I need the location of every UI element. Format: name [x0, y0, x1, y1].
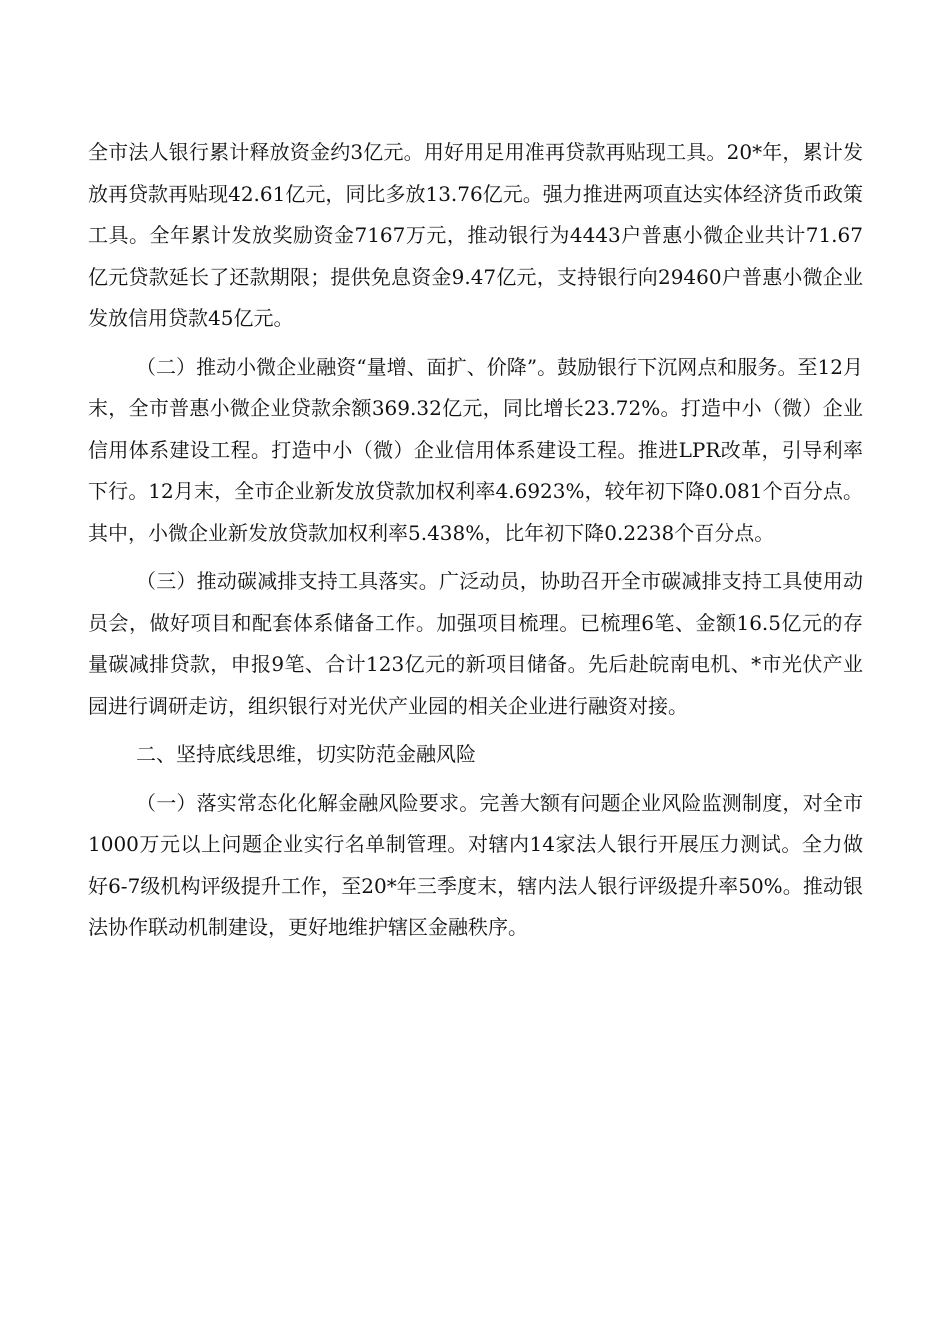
paragraph-small-micro-financing: （二）推动小微企业融资“量增、面扩、价降”。鼓励银行下沉网点和服务。至12月末，全市普惠小微企业贷款余额369.32亿元，同比增长23.72%。打造中小（微）企业信用体系建设工程。打造中小（微）企业信用体系建设工程。推进LPR改革，引导利率下行。12月末，全市企业新发放贷款加权利率4.6923%，较年初下降0.081个百分点。其中，小微企业新发放贷款加权利率5.438%，比年初下降0.2238个百分点。 — [88, 354, 863, 545]
document-body — [88, 132, 863, 956]
paragraph-carbon-reduction: （三）推动碳减排支持工具落实。广泛动员，协助召开全市碳减排支持工具使用动员会，做好项目和配套体系储备工作。加强项目梳理。已梳理6笔、金额16.5亿元的存量碳减排贷款，申报9笔、合计123亿元的新项目储备。先后赴皖南电机、*市光伏产业园进行调研走访，组织银行对光伏产业园的相关企业进行融资对接。 — [88, 569, 863, 718]
paragraph-risk-resolution: （一）落实常态化化解金融风险要求。完善大额有问题企业风险监测制度，对全市1000万元以上问题企业实行名单制管理。对辖内14家法人银行开展压力测试。全力做好6-7级机构评级提升工作，至20*年三季度末，辖内法人银行评级提升率50%。推动银法协作联动机制建设，更好地维护辖区金融秩序。 — [88, 790, 863, 939]
paragraph-continuation: 全市法人银行累计释放资金约3亿元。用好用足用准再贷款再贴现工具。20*年，累计发放再贷款再贴现42.61亿元，同比多放13.76亿元。强力推进两项直达实体经济货币政策工具。全年累计发放奖励资金7167万元，推动银行为4443户普惠小微企业共计71.67亿元贷款延长了还款期限；提供免息资金9.47亿元，支持银行向29460户普惠小微企业发放信用贷款45亿元。 — [88, 140, 863, 330]
section-heading-risk: 二、坚持底线思维，切实防范金融风险 — [136, 742, 476, 766]
